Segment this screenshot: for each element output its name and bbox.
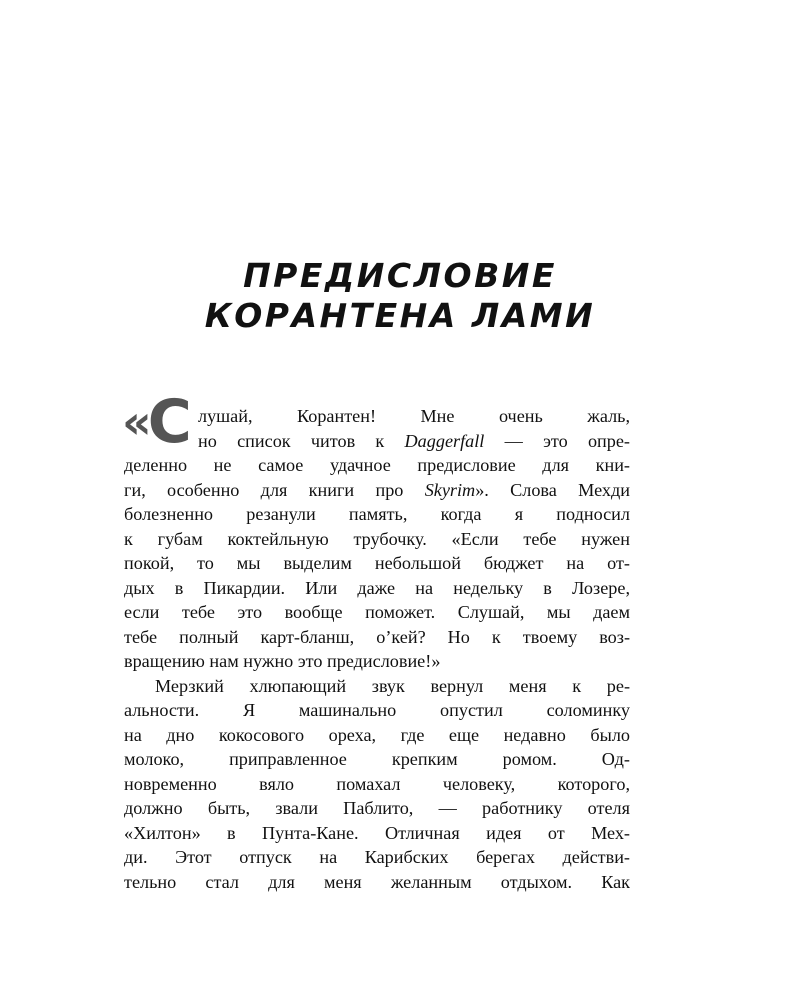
paragraph-1-line — [124, 429, 630, 454]
body-text — [122, 387, 630, 894]
drop-cap-quote: « — [122, 395, 148, 449]
chapter-title — [0, 256, 800, 336]
paragraph-2-line: «Хилтон» в Пунта-Кане. Отличная идея от Мех- — [124, 822, 630, 843]
paragraph-1-line: вращению нам нужно это предисловие!» — [124, 651, 441, 671]
paragraph-2-line: должно быть, звали Паблито, — работнику отеля — [124, 798, 630, 818]
chapter-title-line-1: ПРЕДИСЛОВИЕ — [243, 256, 557, 295]
paragraph-1-line: тебе полный карт-бланш, о’кей? Но к твоему воз- — [124, 626, 630, 647]
paragraph-1-line: лушай, Корантен! Мне очень жаль, — [198, 406, 630, 426]
game-title-daggerfall: Daggerfall — [404, 430, 485, 451]
paragraph-1-line: если тебе это вообще поможет. Слушай, мы даем — [124, 602, 630, 622]
paragraph-2-line: ди. Этот отпуск на Карибских берегах действи- — [124, 847, 630, 867]
drop-cap — [122, 387, 188, 457]
paragraph-1-line: болезненно резанули память, когда я подносил — [124, 504, 630, 524]
paragraph-2 — [124, 674, 630, 895]
paragraph-2-line: молоко, приправленное крепким ромом. Од- — [124, 749, 630, 769]
text-span: ги, особенно для книги про — [124, 479, 425, 500]
paragraph-2-line: Мерзкий хлюпающий звук вернул меня к ре- — [155, 675, 630, 696]
text-span: но список читов к — [198, 430, 405, 451]
paragraph-2-line: новременно вяло помахал человеку, которого, — [124, 773, 630, 794]
paragraph-1-line: деленно не самое удачное предисловие для кни- — [124, 455, 630, 475]
text-span: — это опре- — [484, 430, 630, 451]
paragraph-2-line: на дно кокосового ореха, где еще недавно было — [124, 724, 630, 745]
paragraph-1-line — [124, 478, 630, 503]
game-title-skyrim: Skyrim — [424, 479, 476, 500]
paragraph-1-line: к губам коктейльную трубочку. «Если тебе нужен — [124, 528, 630, 549]
text-span: ». Слова Мехди — [475, 479, 630, 500]
paragraph-2-line: альности. Я машинально опустил соломинку — [124, 700, 630, 720]
paragraph-2-line: тельно стал для меня желанным отдыхом. Как — [124, 871, 630, 892]
chapter-title-line-2: КОРАНТЕНА ЛАМИ — [204, 296, 596, 335]
paragraph-1 — [124, 404, 630, 674]
paragraph-1-line: дых в Пикардии. Или даже на недельку в Лозере, — [124, 577, 630, 598]
paragraph-1-line: покой, то мы выделим небольшой бюджет на от- — [124, 553, 630, 573]
drop-cap-letter: С — [147, 387, 188, 457]
